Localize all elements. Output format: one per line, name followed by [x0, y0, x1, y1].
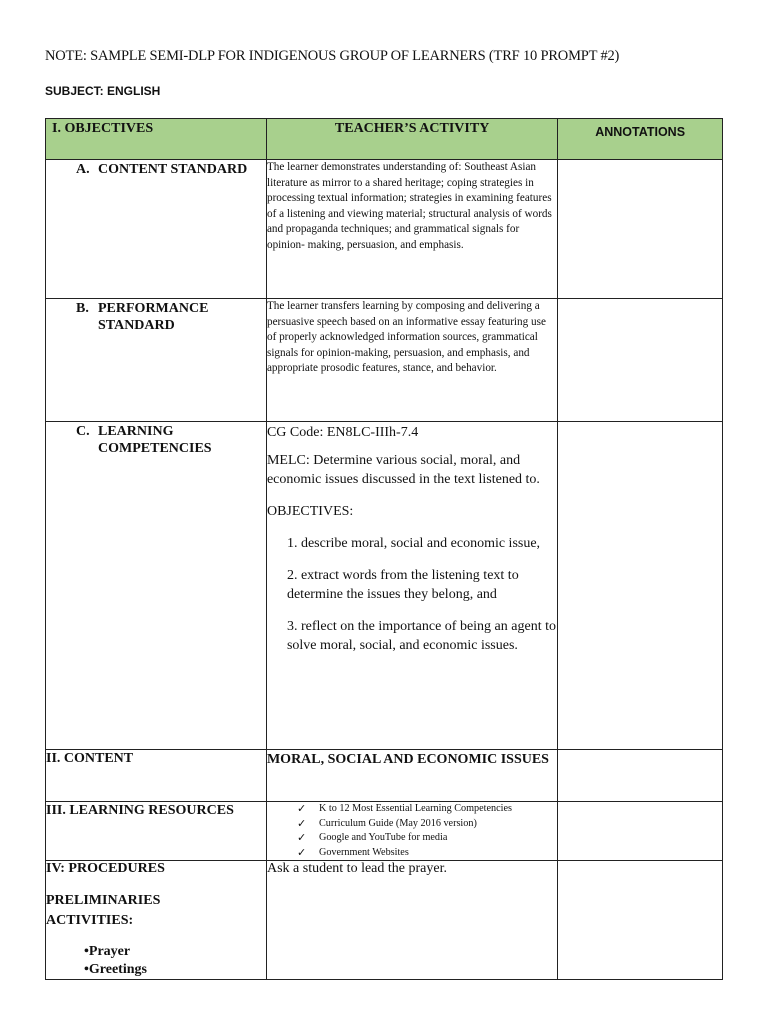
list-item: [297, 846, 557, 861]
learning-resources-cell: [266, 802, 557, 861]
content-row: [46, 750, 723, 802]
checkmark-icon: ✓: [296, 846, 307, 859]
objectives-header: I. OBJECTIVES: [46, 119, 267, 160]
performance-standard-annotation: [558, 299, 723, 422]
objective-item: 2. extract words from the listening text to determine the issues they belong, and: [286, 568, 519, 602]
content-label: II. CONTENT: [46, 750, 267, 802]
prayer-bullet: •Prayer: [84, 944, 131, 959]
checkmark-icon: ✓: [296, 832, 307, 844]
melc-text: MELC: Determine various social, moral, and economic issues discussed in the text listened to.: [266, 453, 540, 487]
teachers-activity-header: TEACHER’S ACTIVITY: [266, 119, 557, 160]
content-standard-letter: A.: [76, 162, 90, 177]
subject-label: SUBJECT: ENGLISH: [45, 84, 161, 98]
content-standard-text: The learner demonstrates understanding of: Southeast Asian literature as mirror to a shared heritage; coping strategies in processing textual information; strategies in examining features of a listening and viewing material; structural analysis of words and propaganda techniques; and grammatical signals for opinion- making, persuasion, and emphasis.: [266, 160, 557, 299]
content-annotation: [558, 750, 723, 802]
content-standard-label-cell: [46, 160, 267, 299]
learning-competencies-annotation: [558, 422, 723, 750]
content-standard-row: [46, 160, 723, 299]
resources-list: [267, 802, 557, 860]
objective-item: 3. reflect on the importance of being an agent to solve moral, social, and economic issues.: [286, 619, 556, 653]
procedures-annotation: [558, 861, 723, 980]
objective-item: 1. describe moral, social and economic issue,: [286, 536, 541, 551]
performance-standard-label: PERFORMANCE STANDARD: [98, 301, 209, 333]
lesson-plan-table: [45, 118, 723, 980]
learning-resources-annotation: [558, 802, 723, 861]
cg-code: CG Code: EN8LC-IIIh-7.4: [266, 425, 419, 440]
performance-standard-label-cell: [46, 299, 267, 422]
performance-standard-text: The learner transfers learning by composing and delivering a persuasive speech based on an informative essay featuring use of properly acknowledged information sources, grammatical signals for opinion-making, persuasion, and emphasis, and appropriate prosodic features, stance, and behavior.: [266, 299, 557, 422]
greetings-bullet: •Greetings: [84, 962, 147, 977]
performance-standard-letter: B.: [76, 301, 89, 316]
table-header-row: [46, 119, 723, 160]
learning-competencies-label-cell: [46, 422, 267, 750]
resource-text: Google and YouTube for media: [318, 832, 448, 843]
note-title: NOTE: SAMPLE SEMI-DLP FOR INDIGENOUS GROUP OF LEARNERS (TRF 10 PROMPT #2): [45, 48, 620, 64]
resource-text: Curriculum Guide (May 2016 version): [318, 817, 477, 829]
performance-standard-row: [46, 299, 723, 422]
procedures-cell: [46, 861, 267, 980]
learning-competencies-cell: [266, 422, 557, 750]
checkmark-icon: ✓: [296, 817, 307, 830]
learning-resources-label: III. LEARNING RESOURCES: [46, 802, 267, 861]
learning-competencies-letter: C.: [76, 424, 90, 439]
resource-text: Government Websites: [318, 846, 409, 858]
learning-resources-row: [46, 802, 723, 861]
annotations-header: ANNOTATIONS: [558, 119, 723, 160]
procedures-row: [46, 861, 723, 980]
learning-competencies-row: [46, 422, 723, 750]
list-item: [297, 817, 557, 832]
procedures-label: IV: PROCEDURES: [46, 861, 165, 876]
preliminaries-label: PRELIMINARIES ACTIVITIES:: [46, 893, 161, 928]
prayer-activity-text: Ask a student to lead the prayer.: [266, 861, 557, 980]
checkmark-icon: ✓: [296, 803, 307, 815]
learning-competencies-label: LEARNING COMPETENCIES: [98, 424, 212, 456]
objectives-heading: OBJECTIVES:: [266, 504, 354, 519]
content-standard-annotation: [558, 160, 723, 299]
content-text: MORAL, SOCIAL AND ECONOMIC ISSUES: [266, 750, 557, 802]
content-standard-label: CONTENT STANDARD: [98, 162, 248, 177]
list-item: [297, 802, 557, 817]
list-item: [297, 831, 557, 846]
resource-text: K to 12 Most Essential Learning Competencies: [318, 803, 512, 814]
